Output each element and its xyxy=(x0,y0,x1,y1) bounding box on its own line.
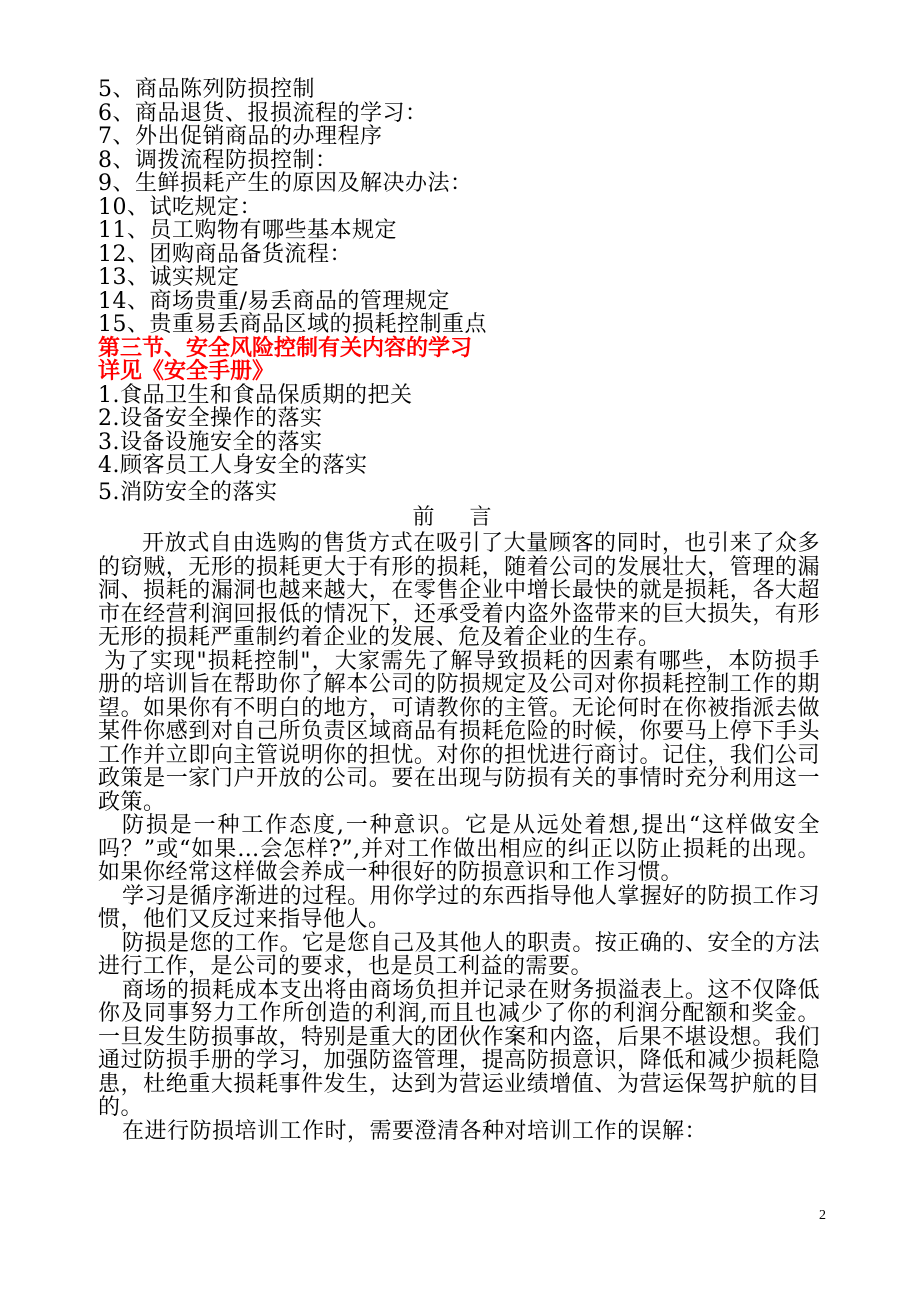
foreword-paragraph: 开放式自由选购的售货方式在吸引了大量顾客的同时，也引来了众多的窃贼，无形的损耗更大于有形的损耗，随着公司的发展壮大，管理的漏洞、损耗的漏洞也越来越大，在零售企业中增长最快的就是损耗，各大超市在经营利润回报低的情况下，还承受着内盗外盗带来的巨大损失，有形无形的损耗严重制约着企业的发展、危及着企业的生存。 xyxy=(98,531,820,650)
foreword-paragraph: 防损是您的工作。它是您自己及其他人的职责。按正确的、安全的方法进行工作，是公司的要求，也是员工利益的需要。 xyxy=(98,930,820,979)
list-item: 11、员工购物有哪些基本规定 xyxy=(98,218,397,243)
foreword-paragraph: 在进行防损培训工作时，需要澄清各种对培训工作的误解： xyxy=(122,1118,708,1144)
section-heading: 第三节、安全风险控制有关内容的学习 xyxy=(98,334,473,361)
page-number: 2 xyxy=(819,1208,826,1223)
list-item: 1.食品卫生和食品保质期的把关 xyxy=(98,382,413,408)
foreword-title: 前 言 xyxy=(412,505,506,530)
safety-item-list xyxy=(98,384,820,505)
foreword-paragraph: 为了实现"损耗控制"，大家需先了解导致损耗的因素有哪些，本防损手册的培训旨在帮助你了解本公司的防损规定及公司对你损耗控制工作的期望。如果你有不明白的地方，可请教你的主管。无论何时在你被指派去做某件你感到对自己所负责区域商品有损耗危险的时候，你要马上停下手头工作并立即向主管说明你的担忧。对你的担忧进行商讨。记住，我们公司政策是一家门户开放的公司。要在出现与防损有关的事情时充分利用这一政策。 xyxy=(98,648,820,815)
foreword-paragraph: 学习是循序渐进的过程。用你学过的东西指导他人掌握好的防损工作习惯，他们又反过来指导他人。 xyxy=(98,883,820,932)
list-item: 7、外出促销商品的办理程序 xyxy=(98,124,383,149)
list-item: 8、调拨流程防损控制： xyxy=(98,147,338,173)
document-page xyxy=(98,78,820,1143)
foreword-paragraph: 防损是一种工作态度,一种意识。它是从远处着想,提出“这样做安全吗？”或“如果…会怎样?”,并对工作做出相应的纠正以防止损耗的出现。如果你经常这样做会养成一种很好的防损意识和工作习惯。 xyxy=(98,813,820,885)
list-item: 3.设备设施安全的落实 xyxy=(98,429,323,455)
list-item: 14、商场贵重/易丢商品的管理规定 xyxy=(98,288,450,314)
section-subheading: 详见《安全手册》 xyxy=(98,358,275,384)
foreword-paragraph: 商场的损耗成本支出将由商场负担并记录在财务损溢表上。这不仅降低你及同事努力工作所创造的利润,而且也减少了你的利润分配额和奖金。一旦发生防损事故，特别是重大的团伙作案和内盗，后果不堪设想。我们通过防损手册的学习，加强防盗管理，提高防损意识，降低和减少损耗隐患，杜绝重大损耗事件发生，达到为营运业绩增值、为营运保驾护航的目的。 xyxy=(98,977,820,1120)
list-item: 4.顾客员工人身安全的落实 xyxy=(98,453,368,478)
list-item: 9、生鲜损耗产生的原因及解决办法： xyxy=(98,171,473,196)
list-item: 10、试吃规定： xyxy=(98,194,262,220)
list-item: 2.设备安全操作的落实 xyxy=(98,406,323,431)
list-item: 5、商品陈列防损控制 xyxy=(98,77,315,102)
list-item: 12、团购商品备货流程： xyxy=(98,241,352,267)
training-topic-list xyxy=(98,78,820,337)
list-item: 15、贵重易丢商品区域的损耗控制重点 xyxy=(98,312,487,337)
list-item: 5.消防安全的落实 xyxy=(98,479,278,505)
list-item: 13、诚实规定 xyxy=(98,265,240,290)
list-item: 6、商品退货、报损流程的学习： xyxy=(98,100,428,126)
